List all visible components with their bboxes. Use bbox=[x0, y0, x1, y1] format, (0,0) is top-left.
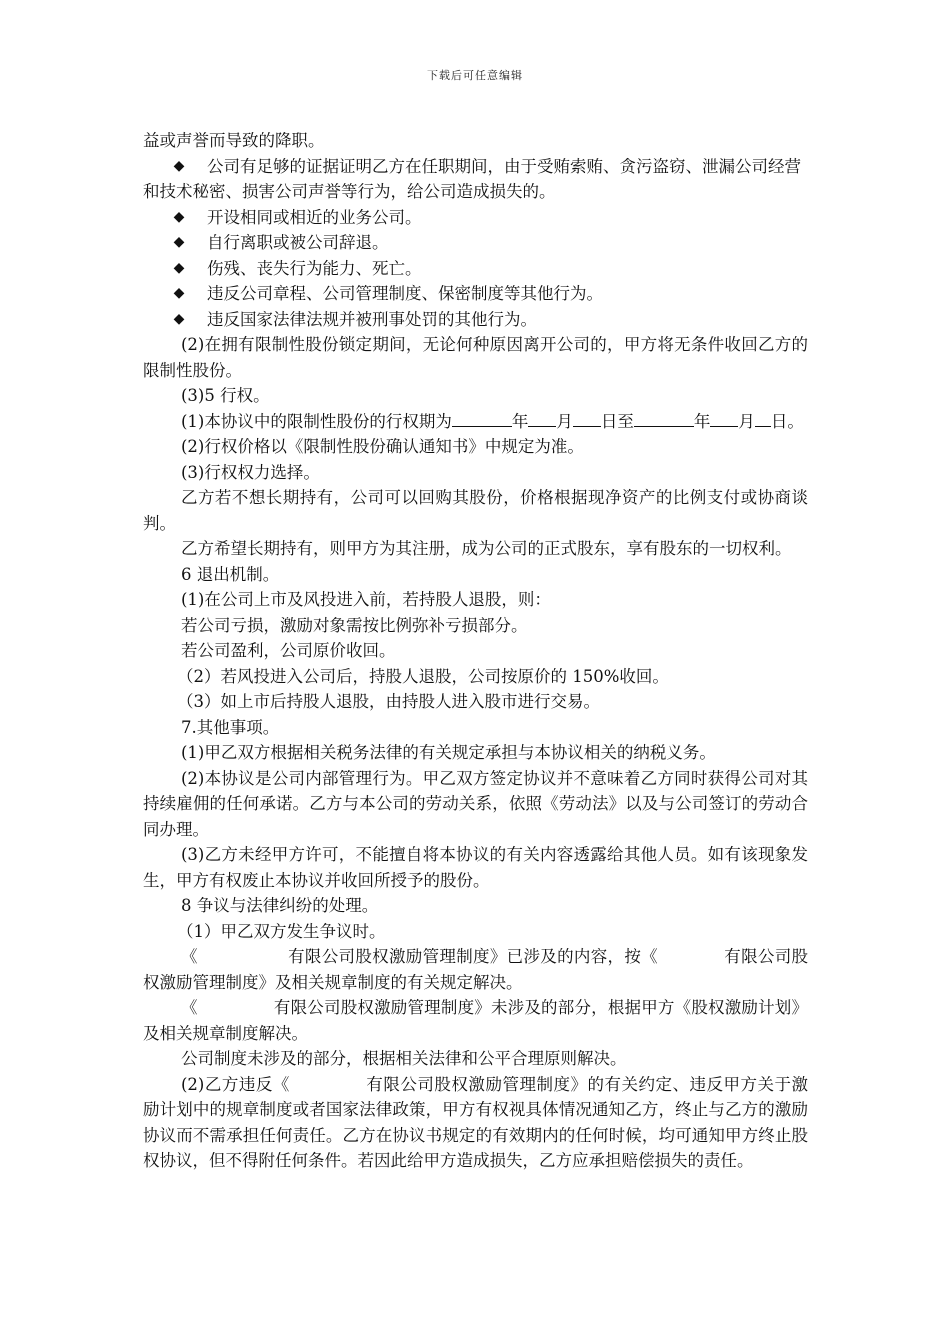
paragraph: (3)5 行权。 bbox=[181, 386, 270, 405]
paragraph: 6 退出机制。 bbox=[181, 564, 280, 584]
paragraph: 7.其他事项。 bbox=[181, 717, 280, 737]
fill-in-blank bbox=[528, 409, 556, 427]
paragraph: 益或声誉而导致的降职。 bbox=[143, 131, 325, 150]
document-body bbox=[143, 128, 808, 1174]
period-text: 日至 bbox=[600, 411, 634, 431]
bullet-item bbox=[143, 230, 808, 256]
period-text: 年 bbox=[511, 411, 529, 431]
diamond-bullet-icon: ◆ bbox=[173, 259, 185, 276]
diamond-bullet-icon: ◆ bbox=[173, 310, 185, 327]
fill-in-blank bbox=[573, 409, 601, 427]
paragraph-text: 《 bbox=[181, 998, 198, 1017]
bullet-text: 违反公司章程、公司管理制度、保密制度等其他行为。 bbox=[207, 284, 603, 303]
fill-in-blank bbox=[634, 409, 694, 427]
fill-in-blank bbox=[755, 409, 771, 427]
paragraph-text: 有限公司股权激励管理制度》未涉及的部分，根据甲方《股权激励计划》及相关规章制度解决。 bbox=[143, 998, 809, 1043]
paragraph: 公司制度未涉及的部分，根据相关法律和公平合理原则解决。 bbox=[181, 1049, 627, 1068]
page-header: 下载后可任意编辑 bbox=[427, 69, 523, 82]
diamond-bullet-icon: ◆ bbox=[173, 208, 185, 225]
bullet-text: 违反国家法律法规并被刑事处罚的其他行为。 bbox=[207, 309, 537, 329]
bullet-item bbox=[143, 307, 808, 333]
fill-in-blank bbox=[710, 409, 738, 427]
paragraph: (2)在拥有限制性股份锁定期间，无论何种原因离开公司的，甲方将无条件收回乙方的限制性股份。 bbox=[143, 335, 808, 380]
period-text: (1)本协议中的限制性股份的行权期为 bbox=[181, 411, 452, 431]
paragraph-text: 《 bbox=[181, 947, 198, 966]
paragraph-text: 有限公司股权激励管理制度》已涉及的内容，按《 bbox=[287, 947, 658, 966]
paragraph: （3）如上市后持股人退股，由持股人进入股市进行交易。 bbox=[177, 692, 600, 711]
paragraph bbox=[143, 1072, 808, 1174]
period-text: 年 bbox=[693, 411, 711, 431]
paragraph: 乙方希望长期持有，则甲方为其注册，成为公司的正式股东，享有股东的一切权利。 bbox=[181, 539, 792, 558]
diamond-bullet-icon: ◆ bbox=[173, 234, 185, 250]
paragraph: (1)在公司上市及风投进入前，若持股人退股，则： bbox=[181, 590, 551, 609]
paragraph: 8 争议与法律纠纷的处理。 bbox=[181, 896, 379, 915]
paragraph: 若公司盈利，公司原价收回。 bbox=[181, 641, 396, 660]
exercise-period-paragraph bbox=[143, 409, 808, 435]
paragraph: 若公司亏损，激励对象需按比例弥补亏损部分。 bbox=[181, 615, 528, 635]
period-text: 日。 bbox=[770, 411, 804, 431]
fill-in-blank bbox=[452, 409, 512, 427]
paragraph bbox=[143, 995, 808, 1046]
diamond-bullet-icon: ◆ bbox=[173, 157, 185, 174]
bullet-item bbox=[143, 281, 808, 307]
bullet-text: 公司有足够的证据证明乙方在任职期间，由于受贿索贿、贪污盗窃、泄漏公司经营和技术秘密、损害公司声誉等行为，给公司造成损失的。 bbox=[143, 156, 801, 201]
bullet-text: 伤残、丧失行为能力、死亡。 bbox=[207, 258, 422, 278]
paragraph-text: (2)乙方违反《 bbox=[181, 1074, 290, 1094]
paragraph: （1）甲乙双方发生争议时。 bbox=[177, 921, 386, 941]
period-text: 月 bbox=[738, 411, 755, 431]
paragraph: (3)行权权力选择。 bbox=[181, 462, 320, 482]
bullet-item bbox=[143, 154, 808, 205]
paragraph: （2）若风投进入公司后，持股人退股，公司按原价的 150%收回。 bbox=[177, 666, 669, 686]
paragraph: (1)甲乙双方根据相关税务法律的有关规定承担与本协议相关的纳税义务。 bbox=[181, 743, 716, 762]
bullet-text: 自行离职或被公司辞退。 bbox=[207, 233, 389, 252]
bullet-item bbox=[143, 256, 808, 282]
diamond-bullet-icon: ◆ bbox=[173, 285, 185, 301]
paragraph: (2)行权价格以《限制性股份确认通知书》中规定为准。 bbox=[181, 437, 584, 456]
bullet-text: 开设相同或相近的业务公司。 bbox=[207, 207, 422, 227]
paragraph bbox=[143, 944, 808, 995]
paragraph: (3)乙方未经甲方许可，不能擅自将本协议的有关内容透露给其他人员。如有该现象发生，甲方有权废止本协议并收回所授予的股份。 bbox=[143, 845, 808, 890]
period-text: 月 bbox=[556, 411, 573, 431]
bullet-item bbox=[143, 205, 808, 231]
paragraph-text: 有限公司股权激励管理制度》的有关约定、违反甲方关于激励计划中的规章制度或者国家法律政策，甲方有权视具体情况通知乙方，终止与乙方的激励协议而不需承担任何责任。乙方在协议书规定的有效期内的任何时候，均可通知甲方终止股权协议，但不得附任何条件。若因此给甲方造成损失，乙方应承担赔偿损失的责任。 bbox=[143, 1074, 809, 1170]
paragraph-text: 有限公司股权激励管理制度》及相关规章制度的有关规定解决。 bbox=[143, 947, 809, 992]
paragraph: (2)本协议是公司内部管理行为。甲乙双方签定协议并不意味着乙方同时获得公司对其持续雇佣的任何承诺。乙方与本公司的劳动关系，依照《劳动法》以及与公司签订的劳动合同办理。 bbox=[143, 768, 808, 839]
paragraph: 乙方若不想长期持有，公司可以回购其股份，价格根据现净资产的比例支付或协商谈判。 bbox=[143, 488, 808, 533]
